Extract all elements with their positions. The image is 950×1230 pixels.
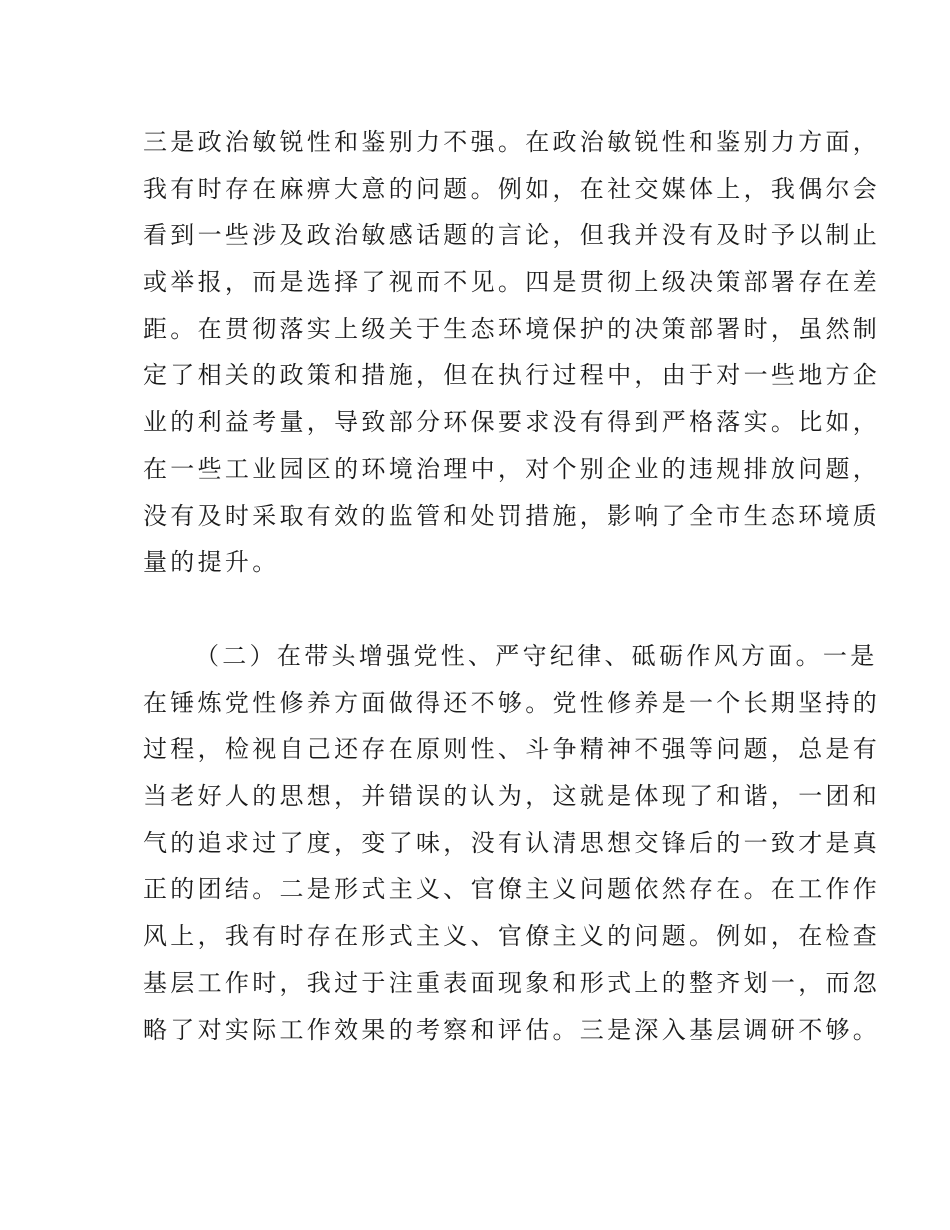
text-line: 量的提升。 bbox=[143, 548, 280, 577]
text-line: 距。在贯彻落实上级关于生态环境保护的决策部署时，虽然制 bbox=[143, 314, 881, 343]
text-line: 定了相关的政策和措施，但在执行过程中，由于对一些地方企 bbox=[143, 361, 881, 390]
text-line: 基层工作时，我过于注重表面现象和形式上的整齐划一，而忽 bbox=[143, 968, 881, 997]
paragraph-2 bbox=[143, 633, 881, 1053]
text-line: 当老好人的思想，并错误的认为，这就是体现了和谐，一团和 bbox=[143, 782, 881, 811]
text-line: 我有时存在麻痹大意的问题。例如，在社交媒体上，我偶尔会 bbox=[143, 174, 881, 203]
text-line: 风上，我有时存在形式主义、官僚主义的问题。例如，在检查 bbox=[143, 922, 881, 951]
text-line: 业的利益考量，导致部分环保要求没有得到严格落实。比如， bbox=[143, 408, 881, 437]
text-line: 在一些工业园区的环境治理中，对个别企业的违规排放问题， bbox=[143, 454, 881, 483]
text-line: 略了对实际工作效果的考察和评估。三是深入基层调研不够。 bbox=[143, 1015, 881, 1044]
text-line: 三是政治敏锐性和鉴别力不强。在政治敏锐性和鉴别力方面， bbox=[143, 128, 881, 156]
paragraph-1 bbox=[143, 119, 881, 586]
text-line: 气的追求过了度，变了味，没有认清思想交锋后的一致才是真 bbox=[143, 828, 881, 857]
text-line: 在锤炼党性修养方面做得还不够。党性修养是一个长期坚持的 bbox=[143, 688, 881, 717]
text-line: 过程，检视自己还存在原则性、斗争精神不强等问题，总是有 bbox=[143, 735, 881, 764]
text-line: 没有及时采取有效的监管和处罚措施，影响了全市生态环境质 bbox=[143, 501, 881, 530]
text-line: 正的团结。二是形式主义、官僚主义问题依然存在。在工作作 bbox=[143, 875, 881, 904]
text-line: 或举报，而是选择了视而不见。四是贯彻上级决策部署存在差 bbox=[143, 268, 881, 297]
text-line: 看到一些涉及政治敏感话题的言论，但我并没有及时予以制止 bbox=[143, 221, 881, 250]
text-line-indented: （二）在带头增强党性、严守纪律、砥砺作风方面。一是 bbox=[195, 642, 878, 670]
